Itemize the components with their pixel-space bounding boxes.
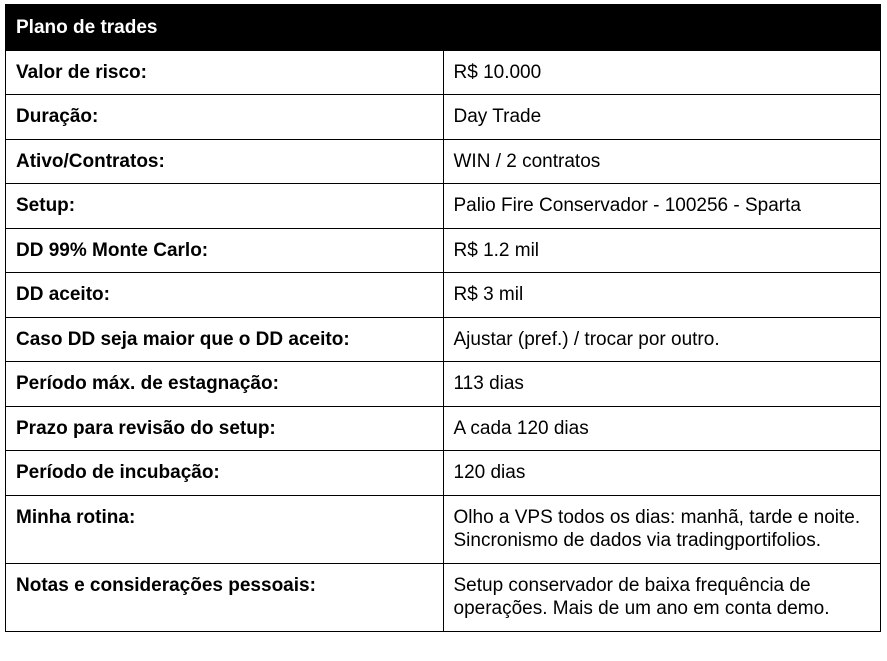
table-title: Plano de trades [6,5,881,51]
row-value: Ajustar (pref.) / trocar por outro. [443,317,881,362]
row-label: Setup: [6,184,444,229]
row-value: A cada 120 dias [443,406,881,451]
row-value: Day Trade [443,95,881,140]
table-row [6,228,881,273]
row-value: WIN / 2 contratos [443,139,881,184]
trade-plan-table [5,4,881,632]
row-label: Valor de risco: [6,50,444,95]
table-row [6,317,881,362]
row-label: Período máx. de estagnação: [6,362,444,407]
row-value: R$ 10.000 [443,50,881,95]
table-row [6,50,881,95]
row-value: Olho a VPS todos os dias: manhã, tarde e noite. Sincronismo de dados via tradingportifolios. [443,495,881,563]
table-row [6,273,881,318]
row-value: Setup conservador de baixa frequência de operações. Mais de um ano em conta demo. [443,563,881,631]
table-row [6,406,881,451]
row-value: R$ 3 mil [443,273,881,318]
table-row [6,139,881,184]
row-label: DD aceito: [6,273,444,318]
table-row [6,95,881,140]
table-header-row [6,5,881,51]
row-label: DD 99% Monte Carlo: [6,228,444,273]
table-row [6,451,881,496]
row-label: Duração: [6,95,444,140]
row-label: Notas e considerações pessoais: [6,563,444,631]
row-value: R$ 1.2 mil [443,228,881,273]
row-value: Palio Fire Conservador - 100256 - Sparta [443,184,881,229]
table-row [6,495,881,563]
table-row [6,362,881,407]
row-label: Minha rotina: [6,495,444,563]
table-row [6,563,881,631]
row-label: Caso DD seja maior que o DD aceito: [6,317,444,362]
row-label: Ativo/Contratos: [6,139,444,184]
row-value: 120 dias [443,451,881,496]
row-label: Período de incubação: [6,451,444,496]
table-row [6,184,881,229]
row-value: 113 dias [443,362,881,407]
row-label: Prazo para revisão do setup: [6,406,444,451]
